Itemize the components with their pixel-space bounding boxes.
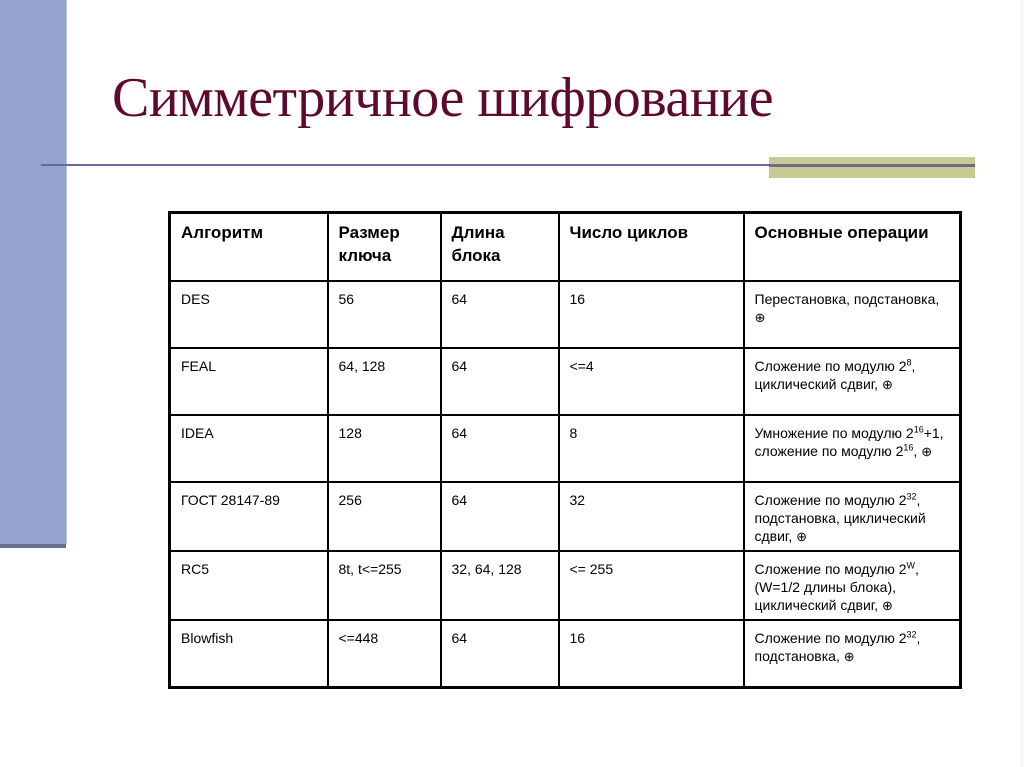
table-row xyxy=(170,348,961,415)
cell-rounds: 16 xyxy=(559,281,744,348)
cell-algorithm: IDEA xyxy=(170,415,328,482)
xor-icon: ⊕ xyxy=(921,444,933,459)
cell-block-length: 32, 64, 128 xyxy=(441,551,559,620)
header-key-size: Размер ключа xyxy=(328,213,441,282)
header-operations: Основные операции xyxy=(744,213,961,282)
cell-algorithm: FEAL xyxy=(170,348,328,415)
algorithms-table xyxy=(168,211,962,689)
cell-rounds: 8 xyxy=(559,415,744,482)
cell-key-size: 56 xyxy=(328,281,441,348)
cell-operations: Сложение по модулю $2^{32}$, подстановка, циклический сдвиг, ⊕ xyxy=(744,482,961,551)
cell-key-size: <=448 xyxy=(328,620,441,688)
cell-rounds: 16 xyxy=(559,620,744,688)
cell-key-size: 64, 128 xyxy=(328,348,441,415)
accent-block xyxy=(769,157,975,178)
cell-key-size: 8t, t<=255 xyxy=(328,551,441,620)
xor-icon: ⊕ xyxy=(754,310,766,325)
slide-right-edge xyxy=(1020,0,1024,767)
cell-operations: Умножение по модулю $2^{16}+1$, сложение по модулю $2^{16}$, ⊕ xyxy=(744,415,961,482)
cell-algorithm: ГОСТ 28147-89 xyxy=(170,482,328,551)
cell-algorithm: Blowfish xyxy=(170,620,328,688)
xor-icon: ⊕ xyxy=(796,529,808,544)
table-row xyxy=(170,551,961,620)
side-bar-bottom-edge xyxy=(0,544,66,548)
cell-algorithm: RC5 xyxy=(170,551,328,620)
accent-block-line xyxy=(769,164,975,167)
table-header-row xyxy=(170,213,961,282)
cell-operations: Сложение по модулю $2^{32}$, подстановка, ⊕ xyxy=(744,620,961,688)
xor-icon: ⊕ xyxy=(843,649,855,664)
cell-block-length: 64 xyxy=(441,482,559,551)
table-row xyxy=(170,620,961,688)
xor-icon: ⊕ xyxy=(881,598,893,613)
table-row xyxy=(170,415,961,482)
decorative-side-bar xyxy=(0,0,67,544)
cell-block-length: 64 xyxy=(441,281,559,348)
table-row xyxy=(170,281,961,348)
cell-operations: Сложение по модулю $2^W$, (W=1/2 длины блока), циклический сдвиг, ⊕ xyxy=(744,551,961,620)
cell-block-length: 64 xyxy=(441,620,559,688)
cell-operations: Перестановка, подстановка, ⊕ xyxy=(744,281,961,348)
cell-operations: Сложение по модулю $2^8$, циклический сдвиг, ⊕ xyxy=(744,348,961,415)
cell-algorithm: DES xyxy=(170,281,328,348)
header-algorithm: Алгоритм xyxy=(170,213,328,282)
xor-icon: ⊕ xyxy=(881,377,893,392)
cell-key-size: 128 xyxy=(328,415,441,482)
table-row xyxy=(170,482,961,551)
cell-block-length: 64 xyxy=(441,348,559,415)
cell-block-length: 64 xyxy=(441,415,559,482)
header-block-length: Длина блока xyxy=(441,213,559,282)
cell-rounds: <= 255 xyxy=(559,551,744,620)
cell-rounds: 32 xyxy=(559,482,744,551)
slide-title: Симметричное шифрование xyxy=(112,67,774,129)
header-rounds: Число циклов xyxy=(559,213,744,282)
cell-key-size: 256 xyxy=(328,482,441,551)
cell-rounds: <=4 xyxy=(559,348,744,415)
